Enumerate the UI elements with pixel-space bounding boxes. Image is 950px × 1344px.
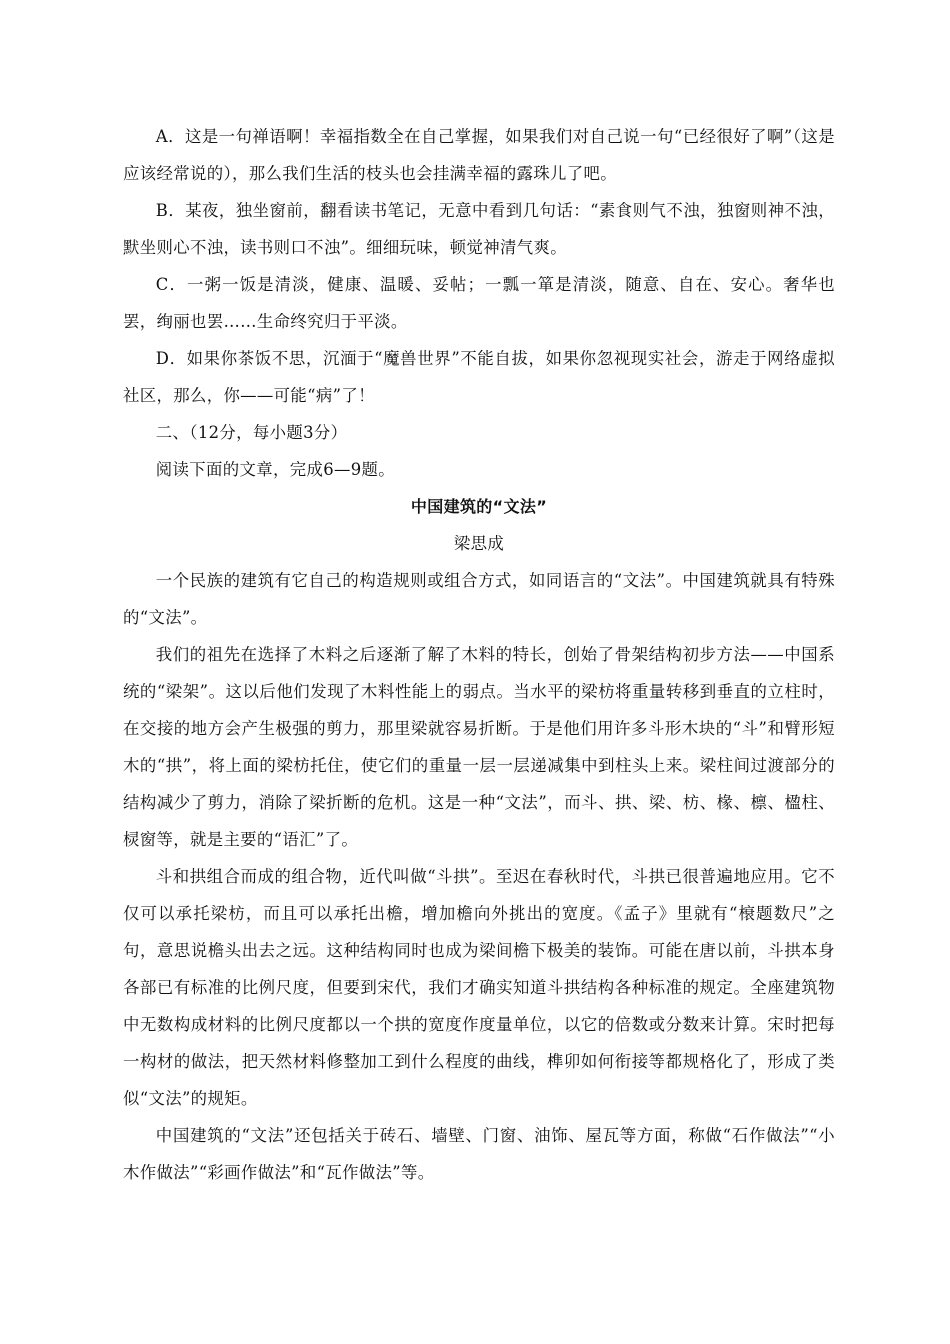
article-paragraph-3: 斗和拱组合而成的组合物，近代叫做“斗拱”。至迟在春秋时代，斗拱已很普遍地应用。它不仅可以承托梁枋，而且可以承托出檐，增加檐向外挑出的宽度。《孟子》里就有“榱题数尺”之句，意思说檐头出去之远。这种结构同时也成为梁间檐下极美的装饰。可能在唐以前，斗拱本身各部已有标准的比例尺度，但要到宋代，我们才确实知道斗拱结构各种标准的规定。全座建筑物中无数构成材料的比例尺度都以一个拱的宽度作度量单位，以它的倍数或分数来计算。宋时把每一构材的做法，把天然材料修整加工到什么程度的曲线，榫卯如何衔接等都规格化了，形成了类似“文法”的规矩。 <box>123 867 835 1108</box>
article-paragraph-4: 中国建筑的“文法”还包括关于砖石、墙壁、门窗、油饰、屋瓦等方面，称做“石作做法”“小木作做法”“彩画作做法”和“瓦作做法”等。 <box>123 1126 835 1182</box>
document-page <box>123 118 835 1191</box>
article-paragraph-2: 我们的祖先在选择了木料之后逐渐了解了木料的特长，创始了骨架结构初步方法——中国系统的“梁架”。这以后他们发现了木料性能上的弱点。当水平的梁枋将重量转移到垂直的立柱时，在交接的地方会产生极强的剪力，那里梁就容易折断。于是他们用许多斗形木块的“斗”和臂形短木的“拱”，将上面的梁枋托住，使它们的重量一层一层递减集中到柱头上来。梁柱间过渡部分的结构减少了剪力，消除了梁折断的危机。这是一种“文法”，而斗、拱、梁、枋、椽、檩、楹柱、棂窗等，就是主要的“语汇”了。 <box>123 645 835 849</box>
article-title: 中国建筑的“文法” <box>410 497 548 516</box>
option-c: C．一粥一饭是清淡，健康、温暖、妥帖；一瓢一箪是清淡，随意、自在、安心。奢华也罢，绚丽也罢……生命终究归于平淡。 <box>123 275 835 331</box>
section-header: 二、（12分，每小题3分） <box>155 423 348 442</box>
option-a: A．这是一句禅语啊！幸福指数全在自己掌握，如果我们对自己说一句“已经很好了啊”（这是应该经常说的），那么我们生活的枝头也会挂满幸福的露珠儿了吧。 <box>123 127 835 183</box>
option-d: D．如果你茶饭不思，沉湎于“魔兽世界”不能自拔，如果你忽视现实社会，游走于网络虚拟社区，那么，你——可能“病”了！ <box>123 349 835 405</box>
article-paragraph-1: 一个民族的建筑有它自己的构造规则或组合方式，如同语言的“文法”。中国建筑就具有特殊的“文法”。 <box>123 571 835 627</box>
article-author: 梁思成 <box>453 534 505 553</box>
option-b: B．某夜，独坐窗前，翻看读书笔记，无意中看到几句话：“素食则气不浊，独窗则神不浊，默坐则心不浊，读书则口不浊”。细细玩味，顿觉神清气爽。 <box>123 201 835 257</box>
section-instruction: 阅读下面的文章，完成6—9题。 <box>155 460 395 479</box>
